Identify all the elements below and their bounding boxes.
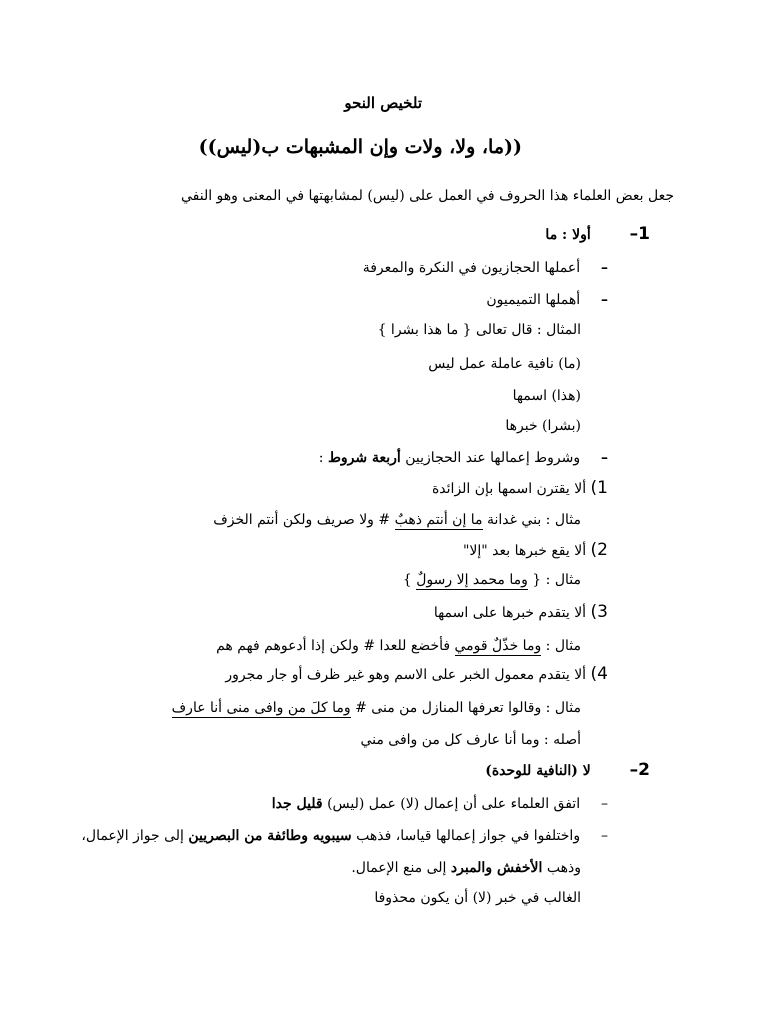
example-text: } [402,572,417,588]
conditions-colon: : [318,450,328,466]
example-text: # ولا صريف ولكن أنتم الخزف [213,512,395,528]
section-2-bullet-2-cont [351,858,581,878]
bullet-text: أهملها التميميون [486,292,581,308]
condition-4 [225,664,608,685]
dash-marker: – [601,828,608,844]
section-2-bullet-1 [272,794,608,814]
dash-marker: – [601,260,608,276]
condition-3-example [216,636,581,656]
bullet-text: واختلفوا في جواز إعمالها قياسا، فذهب [351,828,581,844]
section-1-heading [545,224,650,245]
bullet-tamimi [486,290,608,310]
bullet-emphasis: قليل جدا [271,796,323,812]
section-1-title: أولا : ما [545,227,591,243]
section-2-title: لا (النافية للوحدة) [485,763,591,779]
condition-number: 2) [590,540,608,560]
example-parse-2: (هذا) اسمها [512,388,581,404]
section-2-bullet-2 [81,826,608,846]
example-text: مثال : { [527,572,581,588]
example-quran: المثال : قال تعالى { ما هذا بشرا } [377,322,581,338]
bullet-text: إلى منع الإعمال. [351,860,451,876]
condition-2 [463,540,608,561]
example-text: مثال : بني غدانة [482,512,581,528]
section-2-number: 2– [629,760,650,780]
condition-4-origin: أصله : وما أنا عارف كل من وافى مني [360,732,581,748]
dash-marker: – [601,796,608,812]
intro-paragraph: جعل بعض العلماء هذا الحروف في العمل على (ليس) لمشابهتها في المعنى وهو النفي [180,188,674,204]
condition-text: ألا يقع خبرها بعد "إلا" [462,543,587,559]
section-2-heading [485,760,650,781]
bullet-text: اتفق العلماء على أن إعمال (لا) عمل (ليس) [322,796,581,812]
condition-1 [432,478,608,499]
page-title: تلخيص النحو [344,94,422,112]
section-1-number: 1– [629,224,650,244]
condition-text: ألا يقترن اسمها بإن الزائدة [431,481,587,497]
condition-text: ألا يتقدم خبرها على اسمها [433,605,587,621]
dash-marker: – [601,450,608,466]
condition-1-example [213,510,581,530]
condition-text: ألا يتقدم معمول الخبر على الاسم وهو غير ظرف أو جار مجرور [225,667,587,683]
dash-marker: – [601,292,608,308]
example-underlined: ما إن أنتم ذهبٌ [394,512,483,528]
example-text: فأخضع للعدا # ولكن إذا أدعوهم فهم هم [216,638,455,654]
page-subtitle: ((ما، ولا، ولات وإن المشبهات ب(ليس)) [198,136,522,158]
bullet-hijazi [363,258,608,278]
bullet-text: أعملها الحجازيون في النكرة والمعرفة [362,260,581,276]
bullet-emphasis: سيبويه وطائفة من البصريين [188,828,352,844]
example-parse-1: (ما) نافية عاملة عمل ليس [428,356,581,372]
bullet-text: وذهب [542,860,581,876]
conditions-text: وشروط إعمالها عند الحجازيين [400,450,581,466]
condition-number: 4) [590,664,608,684]
condition-3 [434,602,608,623]
example-text: مثال : وقالوا تعرفها المنازل من منى # [350,700,581,716]
bullet-text: إلى جواز الإعمال، [81,828,189,844]
section-2-note: الغالب في خبر (لا) أن يكون محذوفا [374,890,581,906]
bullet-emphasis: الأخفش والمبرد [450,860,543,876]
conditions-count: أربعة شروط [327,450,401,466]
condition-number: 3) [590,602,608,622]
example-underlined: وما كلَ من وافى منى أنا عارف [171,700,351,716]
example-underlined: وما محمد إلا رسولٌ [416,572,528,588]
conditions-heading [319,448,608,468]
condition-2-example [403,570,581,590]
example-text: مثال : [541,638,581,654]
condition-number: 1) [590,478,608,498]
example-underlined: وما خذّلٌ قومي [454,638,542,654]
example-parse-3: (بشرا) خبرها [505,418,581,434]
condition-4-example [172,698,581,718]
